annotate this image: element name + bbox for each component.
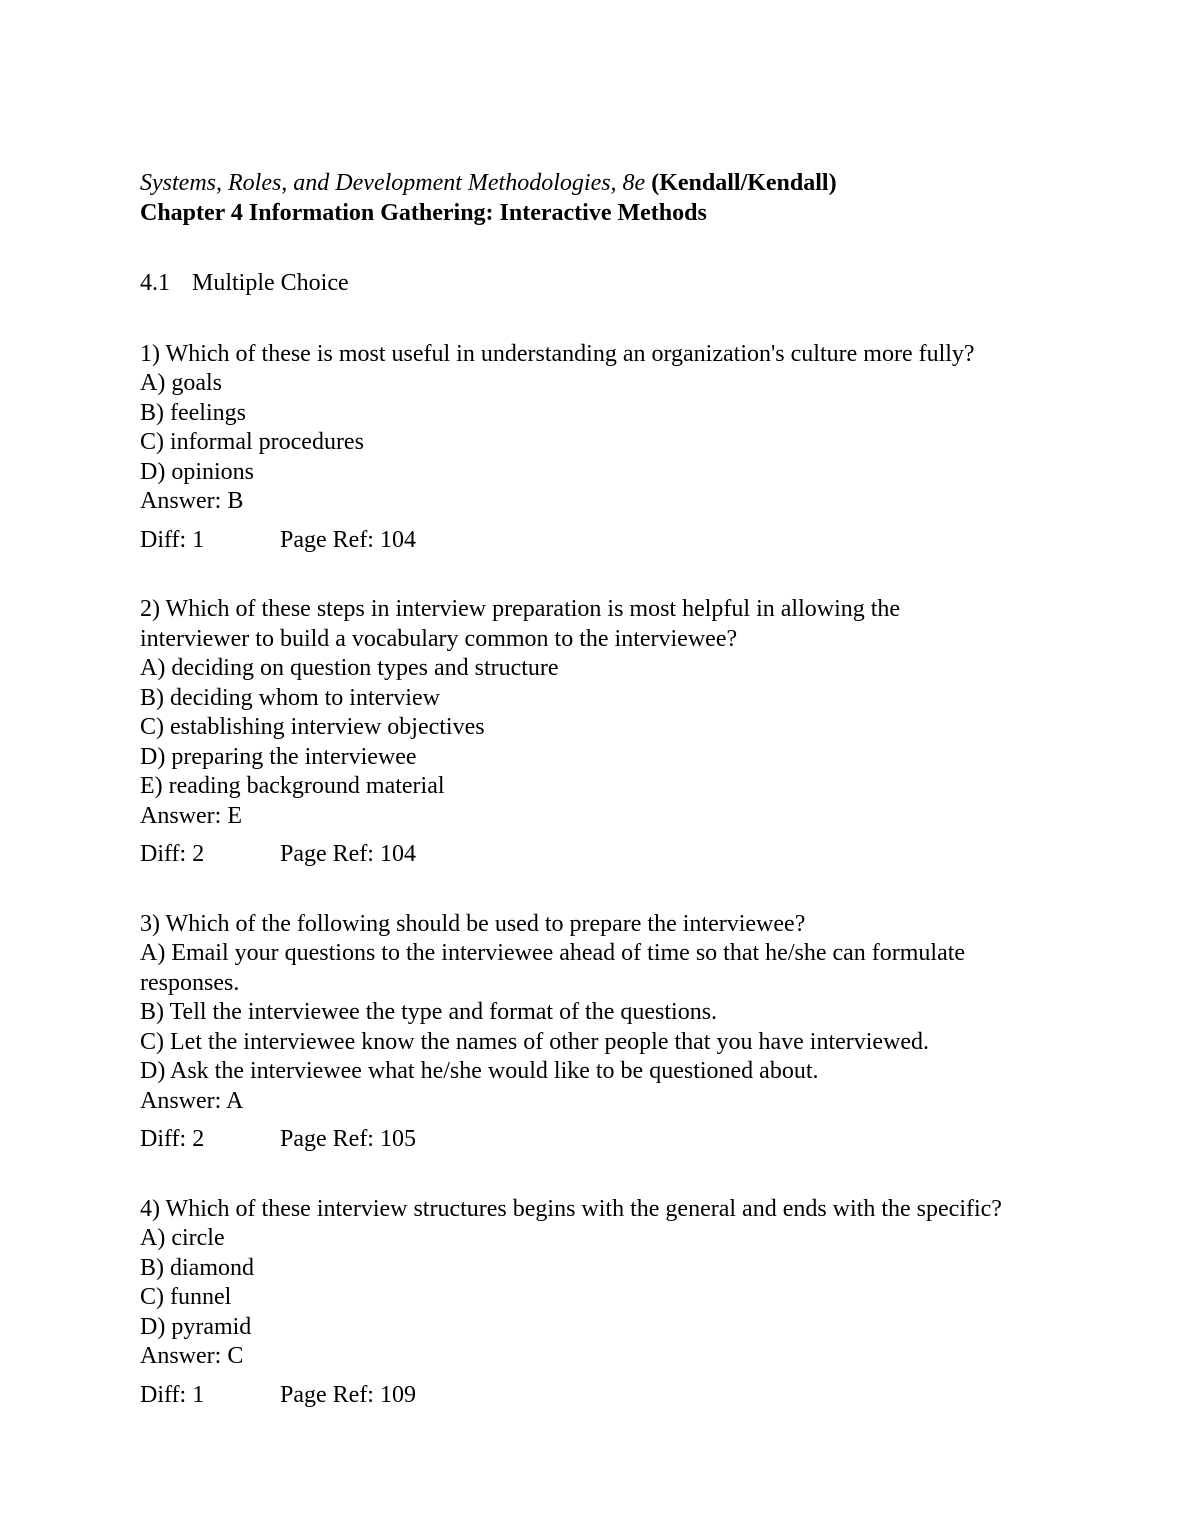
answer-option: B) deciding whom to interview [140, 684, 440, 711]
answer-option: D) pyramid [140, 1313, 252, 1340]
answer-option: D) preparing the interviewee [140, 743, 417, 770]
answer-option: A) circle [140, 1225, 225, 1251]
page-ref: Page Ref: 109 [280, 1381, 416, 1408]
question-block [140, 910, 1100, 1155]
question-text: 4) Which of these interview structures begins with the general and ends with the specific? [140, 1195, 1002, 1222]
question-meta [140, 840, 1100, 870]
book-title-line [140, 168, 1100, 198]
document-page [140, 168, 1100, 1410]
answer-option: C) Let the interviewee know the names of other people that you have interviewed. [140, 1028, 930, 1055]
page-ref: Page Ref: 104 [280, 841, 416, 867]
answer-option: B) feelings [140, 399, 246, 426]
answer-option: B) diamond [140, 1254, 254, 1281]
page-ref: Page Ref: 105 [280, 1126, 416, 1152]
answer-option: B) Tell the interviewee the type and format of the questions. [140, 999, 718, 1025]
answer-option: C) funnel [140, 1284, 232, 1310]
authors: (Kendall/Kendall) [651, 170, 837, 196]
difficulty: Diff: 1 [140, 526, 205, 553]
section-title: Multiple Choice [192, 270, 349, 296]
answer-option: E) reading background material [140, 773, 445, 799]
page-ref: Page Ref: 104 [280, 526, 416, 553]
question-block [140, 340, 1100, 556]
answer-option: D) opinions [140, 458, 254, 485]
answer-option: A) Email your questions to the interviewee ahead of time so that he/she can formulate responses. [140, 940, 966, 996]
answer-option: A) deciding on question types and structure [140, 655, 559, 681]
book-title: Systems, Roles, and Development Methodologies, 8e [140, 170, 646, 196]
answer-key: Answer: A [140, 1087, 244, 1114]
chapter-title: Chapter 4 Information Gathering: Interactive Methods [140, 200, 707, 226]
section-number: 4.1 [140, 270, 170, 296]
question-meta [140, 1125, 1100, 1155]
answer-key: Answer: E [140, 802, 242, 829]
question-text: 3) Which of the following should be used to prepare the interviewee? [140, 910, 806, 937]
question-text: 2) Which of these steps in interview preparation is most helpful in allowing the interviewer to build a vocabulary common to the interviewee? [140, 596, 901, 652]
question-block [140, 595, 1100, 870]
answer-option: C) informal procedures [140, 429, 364, 455]
difficulty: Diff: 2 [140, 841, 205, 867]
answer-key: Answer: B [140, 488, 244, 514]
answer-option: A) goals [140, 370, 222, 396]
difficulty: Diff: 1 [140, 1381, 205, 1408]
question-meta [140, 526, 1100, 556]
answer-option: D) Ask the interviewee what he/she would like to be questioned about. [140, 1058, 819, 1084]
question-meta [140, 1381, 1100, 1411]
difficulty: Diff: 2 [140, 1126, 205, 1152]
answer-option: C) establishing interview objectives [140, 714, 485, 740]
section-heading [140, 269, 1100, 299]
question-block [140, 1195, 1100, 1411]
question-text: 1) Which of these is most useful in understanding an organization's culture more fully? [140, 340, 975, 367]
answer-key: Answer: C [140, 1343, 244, 1369]
